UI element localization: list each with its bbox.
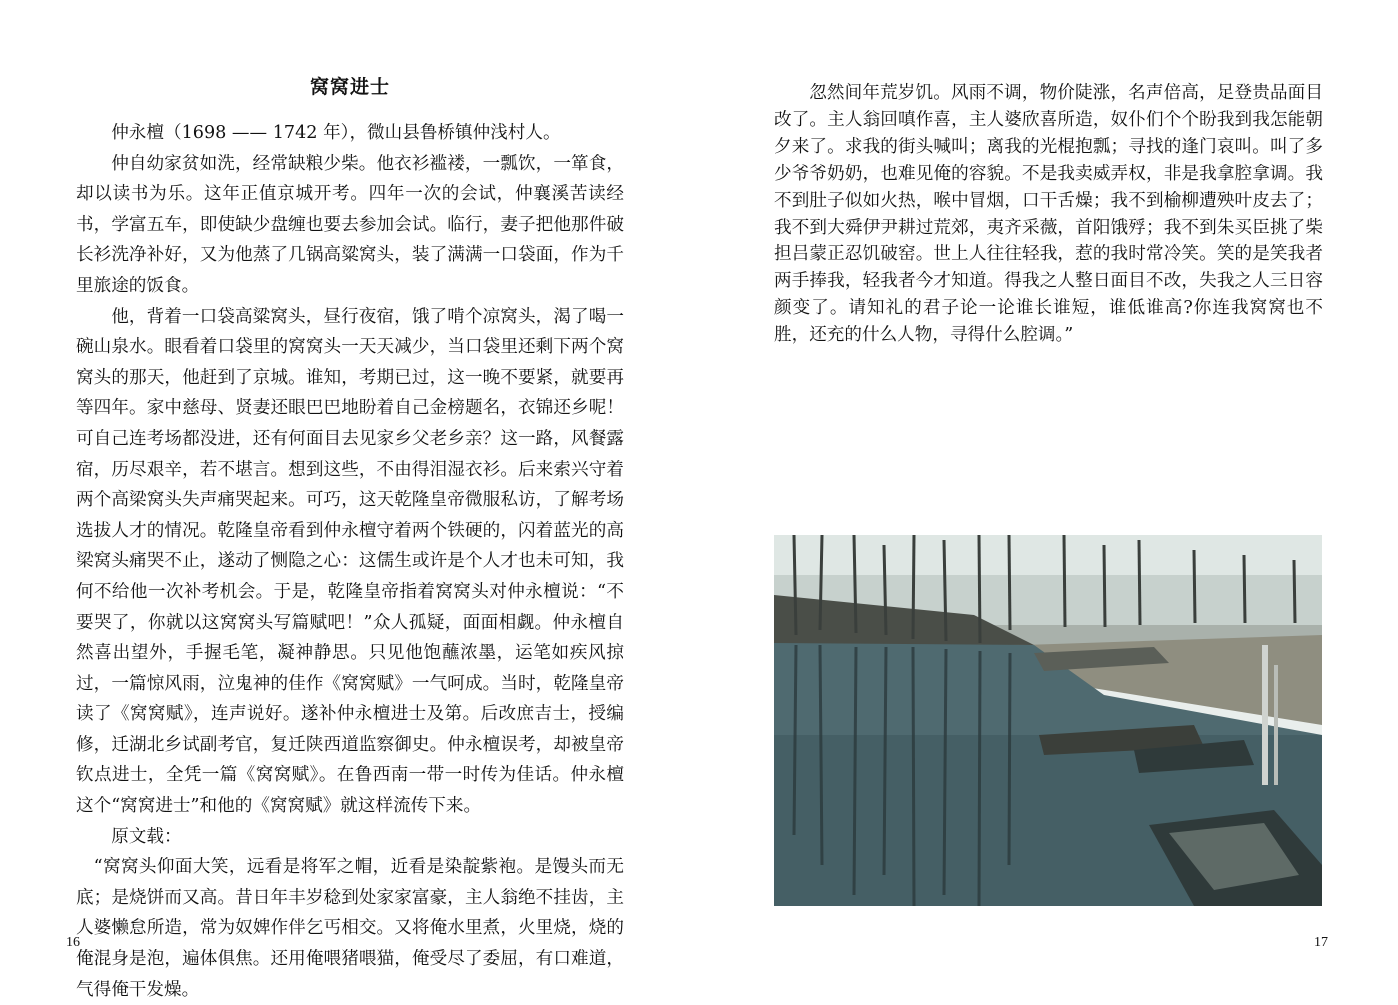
- right-page-body: [774, 80, 1323, 349]
- paragraph-poverty: 仲自幼家贫如洗，经常缺粮少柴。他衣衫褴褛，一瓢饮，一箪食，却以读书为乐。这年正值京城开考。四年一次的会试，仲襄溪苦读经书，学富五车，即使缺少盘缠也要去参加会试。临行，妻子把他那件破长衫洗净补好，又为他蒸了几锅高粱窝头，装了满满一口袋面，作为千里旅途的饭食。: [76, 153, 624, 296]
- left-page-body: [76, 118, 624, 1005]
- photo-illustration: [774, 535, 1322, 906]
- paragraph-quote-start: “窝窝头仰面大笑，远看是将军之帽，近看是染靛紫袍。是馒头而无底；是烧饼而又高。昔日年丰岁稔到处家家富豪，主人翁绝不挂齿，主人婆懒怠所造，常为奴婢作伴乞丐相交。又将俺水里煮，火里烧，烧的俺混身是泡，遍体俱焦。还用俺喂猪喂猫，俺受尽了委屈，有口难道，气得俺干发燥。: [76, 857, 624, 1000]
- paragraph-story: 他，背着一口袋高粱窝头，昼行夜宿，饿了啃个凉窝头，渴了喝一碗山泉水。眼看着口袋里的窝窝头一天天减少，当口袋里还剩下两个窝窝头的那天，他赶到了京城。谁知，考期已过，这一晚不要紧，就要再等四年。家中慈母、贤妻还眼巴巴地盼着自己金榜题名，衣锦还乡呢！可自己连考场都没进，还有何面目去见家乡父老乡亲？这一路，风餐露宿，历尽艰辛，若不堪言。想到这些，不由得泪湿衣衫。后来索兴守着两个高梁窝头失声痛哭起来。可巧，这天乾隆皇帝微服私访，了解考场选拔人才的情况。乾隆皇帝看到仲永檀守着两个铁硬的，闪着蓝光的高梁窝头痛哭不止，遂动了恻隐之心：这儒生或许是个人才也未可知，我何不给他一次补考机会。于是，乾隆皇帝指着窝窝头对仲永檀说：“不要哭了，你就以这窝窝头写篇赋吧！”众人孤疑，面面相觑。仲永檀自然喜出望外，手握毛笔，凝神静思。只见他饱蘸浓墨，运笔如疾风掠过，一篇惊风雨，泣鬼神的佳作《窝窝赋》一气呵成。当时，乾隆皇帝读了《窝窝赋》，连声说好。遂补仲永檀进士及第。后改庶吉士，授编修，迁湖北乡试副考官，复迁陕西道监察御史。仲永檀误考，却被皇帝钦点进士，全凭一篇《窝窝赋》。在鲁西南一带一时传为佳话。仲永檀这个“窝窝进士”和他的《窝窝赋》就这样流传下来。: [76, 306, 624, 817]
- left-page: [0, 0, 699, 1000]
- article-title: 窝窝进士: [309, 76, 390, 98]
- right-page: [699, 0, 1398, 982]
- river-boat-photo: [774, 535, 1322, 906]
- paragraph-source-label: 原文载：: [111, 826, 182, 847]
- paragraph-quote-continued: 忽然间年荒岁饥。风雨不调，物价陡涨，名声倍高，足登贵品面目改了。主人翁回嗔作喜，主人婆欣喜所造，奴仆们个个盼我到我怎能朝夕来了。求我的街头喊叫；离我的光棍抱瓢；寻找的逢门哀叫。叫了多少爷爷奶奶，也难见俺的容貌。不是我卖威弄权，非是我拿腔拿调。我不到肚子似如火热，喉中冒烟，口干舌燥；我不到榆柳遭殃叶皮去了；我不到大舜伊尹耕过荒郊，夷齐采薇，首阳饿殍；我不到朱买臣挑了柴担吕蒙正忍饥破窑。世上人往往轻我，惹的我时常冷笑。笑的是笑我者两手捧我，轻我者今才知道。得我之人整日面目不改，失我之人三日容颜变了。请知礼的君子论一论谁长谁短，谁低谁高?你连我窝窝也不胜，还充的什么人物，寻得什么腔调。”: [774, 83, 1323, 346]
- page-number-right: 17: [1314, 935, 1328, 950]
- page-number-left: 16: [66, 935, 80, 950]
- paragraph-intro: 仲永檀（1698 —— 1742 年），微山县鲁桥镇仲浅村人。: [111, 123, 561, 143]
